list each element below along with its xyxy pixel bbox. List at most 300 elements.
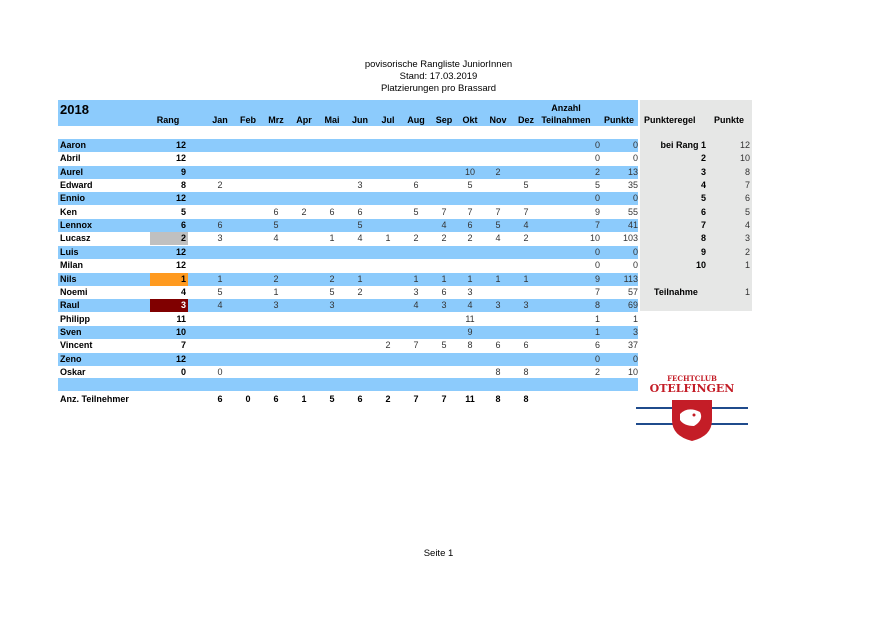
month-cell: 3 bbox=[523, 300, 529, 311]
month-cell: 4 bbox=[217, 300, 223, 311]
rank-cell: 12 bbox=[175, 140, 186, 150]
month-cell bbox=[292, 353, 316, 366]
header-dez: Dez bbox=[517, 115, 534, 125]
teilnahmen-cell: 10 bbox=[589, 233, 600, 244]
punkte-cell: 55 bbox=[627, 206, 638, 217]
header-aug: Aug bbox=[407, 115, 425, 125]
month-cell bbox=[264, 192, 288, 205]
month-cell bbox=[514, 286, 538, 299]
month-cell bbox=[320, 166, 344, 179]
month-cell bbox=[348, 313, 372, 326]
player-name: Raul bbox=[60, 300, 80, 311]
month-cell bbox=[320, 139, 344, 152]
header-nov: Nov bbox=[489, 115, 507, 125]
month-cell bbox=[376, 273, 400, 286]
player-name: Ennio bbox=[60, 193, 85, 204]
rank-cell: 8 bbox=[180, 180, 186, 191]
month-cell: 5 bbox=[467, 180, 473, 191]
table-row bbox=[58, 166, 638, 179]
month-cell bbox=[292, 179, 316, 192]
punkte-cell: 10 bbox=[627, 366, 638, 377]
month-cell: 6 bbox=[523, 340, 529, 351]
rule-label: 10 bbox=[695, 260, 706, 271]
month-cell: 3 bbox=[495, 300, 501, 311]
month-cell bbox=[458, 259, 482, 272]
month-cell: 2 bbox=[385, 340, 391, 351]
month-cell bbox=[486, 139, 510, 152]
rule-points: 8 bbox=[744, 166, 750, 177]
month-cell bbox=[376, 326, 400, 339]
punkte-cell: 0 bbox=[632, 353, 638, 364]
header-jan: Jan bbox=[212, 115, 228, 125]
teilnahmen-cell: 9 bbox=[594, 206, 600, 217]
rule-label: 2 bbox=[700, 153, 706, 164]
month-cell bbox=[236, 246, 260, 259]
player-name: Abril bbox=[60, 153, 81, 164]
player-name: Philipp bbox=[60, 313, 90, 324]
month-cell bbox=[264, 366, 288, 379]
month-cell bbox=[292, 219, 316, 232]
month-cell bbox=[348, 246, 372, 259]
total-cell: 5 bbox=[329, 394, 335, 404]
punkte-cell: 57 bbox=[627, 286, 638, 297]
month-cell bbox=[292, 259, 316, 272]
player-name: Edward bbox=[60, 180, 93, 191]
month-cell bbox=[404, 326, 428, 339]
teilnahme-label: Teilnahme bbox=[654, 287, 698, 297]
rule-label: 4 bbox=[700, 180, 706, 191]
teilnahmen-cell: 6 bbox=[594, 340, 600, 351]
month-cell: 6 bbox=[273, 206, 279, 217]
month-cell: 6 bbox=[329, 206, 335, 217]
month-cell bbox=[208, 259, 232, 272]
punkte-cell: 0 bbox=[632, 260, 638, 271]
rank-cell: 2 bbox=[150, 232, 188, 245]
rule-label: 8 bbox=[700, 233, 706, 244]
month-cell bbox=[264, 179, 288, 192]
table-row bbox=[58, 246, 638, 259]
month-cell bbox=[432, 139, 456, 152]
month-cell: 7 bbox=[467, 206, 473, 217]
month-cell: 7 bbox=[441, 206, 447, 217]
month-cell bbox=[486, 286, 510, 299]
month-cell bbox=[404, 313, 428, 326]
month-cell bbox=[348, 299, 372, 312]
rule-points: 1 bbox=[744, 260, 750, 271]
month-cell bbox=[236, 219, 260, 232]
month-cell bbox=[264, 339, 288, 352]
month-cell bbox=[320, 326, 344, 339]
teilnahmen-cell: 8 bbox=[594, 300, 600, 311]
teilnahme-rule bbox=[640, 286, 752, 299]
rank-cell: 12 bbox=[175, 353, 186, 364]
month-cell bbox=[236, 299, 260, 312]
month-cell: 1 bbox=[273, 286, 279, 297]
teilnahmen-cell: 9 bbox=[594, 273, 600, 284]
month-cell: 4 bbox=[467, 300, 473, 311]
month-cell bbox=[264, 166, 288, 179]
month-cell bbox=[320, 152, 344, 165]
table-row bbox=[58, 273, 638, 286]
month-cell bbox=[348, 326, 372, 339]
table-row bbox=[58, 326, 638, 339]
punkte-cell: 37 bbox=[627, 340, 638, 351]
title-line-3: Platzierungen pro Brassard bbox=[380, 83, 497, 94]
month-cell bbox=[404, 166, 428, 179]
month-cell bbox=[376, 139, 400, 152]
month-cell bbox=[432, 366, 456, 379]
teilnahmen-cell: 5 bbox=[594, 180, 600, 191]
player-name: Oskar bbox=[60, 366, 86, 377]
player-name: Lucasz bbox=[60, 233, 91, 244]
month-cell: 1 bbox=[385, 233, 391, 244]
rank-cell: 7 bbox=[180, 340, 186, 351]
punkte-cell: 3 bbox=[632, 326, 638, 337]
total-cell: 6 bbox=[217, 394, 223, 404]
month-cell bbox=[208, 166, 232, 179]
total-cell: 6 bbox=[273, 394, 279, 404]
month-cell: 5 bbox=[441, 340, 447, 351]
rule-label: 3 bbox=[700, 166, 706, 177]
month-cell bbox=[348, 166, 372, 179]
header-apr: Apr bbox=[296, 115, 312, 125]
month-cell: 6 bbox=[217, 220, 223, 231]
month-cell: 2 bbox=[441, 233, 447, 244]
total-cell: 8 bbox=[495, 394, 501, 404]
teilnahmen-cell: 0 bbox=[594, 140, 600, 150]
month-cell bbox=[514, 353, 538, 366]
month-cell bbox=[404, 366, 428, 379]
month-cell bbox=[264, 246, 288, 259]
month-cell bbox=[292, 246, 316, 259]
month-cell bbox=[376, 206, 400, 219]
month-cell bbox=[292, 299, 316, 312]
total-cell: 7 bbox=[441, 394, 447, 404]
month-cell: 6 bbox=[357, 206, 363, 217]
totals-label: Anz. Teilnehmer bbox=[60, 394, 129, 404]
teilnahmen-cell: 1 bbox=[594, 326, 600, 337]
month-cell bbox=[348, 259, 372, 272]
player-name: Noemi bbox=[60, 286, 88, 297]
rule-row bbox=[640, 152, 752, 165]
punkte-cell: 69 bbox=[627, 300, 638, 311]
month-cell bbox=[348, 366, 372, 379]
month-cell bbox=[208, 339, 232, 352]
month-cell bbox=[320, 179, 344, 192]
table-row bbox=[58, 353, 638, 366]
rule-row bbox=[640, 259, 752, 272]
rule-row bbox=[640, 139, 752, 152]
month-cell: 5 bbox=[495, 220, 501, 231]
month-cell: 1 bbox=[495, 273, 501, 284]
month-cell bbox=[348, 152, 372, 165]
month-cell bbox=[404, 219, 428, 232]
table-row bbox=[58, 152, 638, 165]
month-cell bbox=[404, 192, 428, 205]
rule-label: 5 bbox=[700, 193, 706, 204]
month-cell: 8 bbox=[523, 366, 529, 377]
month-cell: 2 bbox=[495, 166, 501, 177]
month-cell bbox=[348, 339, 372, 352]
month-cell bbox=[292, 326, 316, 339]
month-cell bbox=[292, 232, 316, 245]
month-cell bbox=[376, 166, 400, 179]
month-cell: 4 bbox=[357, 233, 363, 244]
month-cell: 2 bbox=[329, 273, 335, 284]
month-cell bbox=[486, 326, 510, 339]
month-cell: 5 bbox=[523, 180, 529, 191]
teilnahmen-cell: 2 bbox=[594, 166, 600, 177]
teilnahme-points: 1 bbox=[744, 287, 750, 297]
month-cell bbox=[292, 366, 316, 379]
month-cell: 2 bbox=[467, 233, 473, 244]
month-cell: 10 bbox=[464, 166, 475, 177]
teilnahmen-cell: 0 bbox=[594, 193, 600, 204]
header-mai: Mai bbox=[324, 115, 340, 125]
month-cell: 1 bbox=[413, 273, 419, 284]
month-cell bbox=[208, 326, 232, 339]
table-row bbox=[58, 299, 638, 312]
rule-row bbox=[640, 166, 752, 179]
punkte-cell: 35 bbox=[627, 180, 638, 191]
month-cell bbox=[432, 313, 456, 326]
rank-cell: 12 bbox=[175, 246, 186, 257]
month-cell: 0 bbox=[217, 366, 223, 377]
month-cell: 3 bbox=[441, 300, 447, 311]
title-line-1: povisorische Rangliste JuniorInnen bbox=[364, 59, 513, 70]
header-feb: Feb bbox=[239, 115, 256, 125]
month-cell bbox=[348, 192, 372, 205]
total-cell: 2 bbox=[385, 394, 391, 404]
month-cell: 1 bbox=[217, 273, 223, 284]
rule-label: 7 bbox=[700, 220, 706, 231]
month-cell bbox=[292, 339, 316, 352]
month-cell bbox=[432, 246, 456, 259]
month-cell: 4 bbox=[273, 233, 279, 244]
month-cell: 7 bbox=[495, 206, 501, 217]
rule-points: 10 bbox=[739, 153, 750, 164]
month-cell bbox=[236, 192, 260, 205]
month-cell: 2 bbox=[301, 206, 307, 217]
totals-row bbox=[58, 391, 638, 407]
rank-cell: 3 bbox=[150, 299, 188, 312]
header-anzahl: Anzahl bbox=[551, 103, 581, 113]
rule-label: 9 bbox=[700, 246, 706, 257]
rule-row bbox=[640, 179, 752, 192]
rule-points: 2 bbox=[744, 246, 750, 257]
month-cell bbox=[208, 152, 232, 165]
year-label: 2018 bbox=[60, 102, 89, 117]
rule-points: 5 bbox=[744, 206, 750, 217]
month-cell: 8 bbox=[467, 340, 473, 351]
month-cell bbox=[514, 192, 538, 205]
month-cell bbox=[486, 246, 510, 259]
month-cell bbox=[236, 206, 260, 219]
table-row bbox=[58, 286, 638, 299]
month-cell bbox=[376, 179, 400, 192]
month-cell bbox=[376, 299, 400, 312]
header-jul: Jul bbox=[381, 115, 395, 125]
rank-cell: 12 bbox=[175, 193, 186, 204]
punkte-cell: 0 bbox=[632, 193, 638, 204]
month-cell: 2 bbox=[217, 180, 223, 191]
teilnahmen-cell: 0 bbox=[594, 246, 600, 257]
total-cell: 1 bbox=[301, 394, 307, 404]
month-cell bbox=[404, 139, 428, 152]
month-cell: 9 bbox=[467, 326, 473, 337]
player-name: Aurel bbox=[60, 166, 84, 177]
table-row bbox=[58, 179, 638, 192]
punkte-cell: 0 bbox=[632, 153, 638, 164]
rule-row bbox=[640, 192, 752, 205]
rule-points: 12 bbox=[739, 140, 750, 150]
table-row bbox=[58, 259, 638, 272]
table-row bbox=[58, 313, 638, 326]
month-cell bbox=[264, 152, 288, 165]
teilnahmen-cell: 0 bbox=[594, 153, 600, 164]
total-cell: 6 bbox=[357, 394, 363, 404]
rank-cell: 12 bbox=[175, 153, 186, 164]
player-name: Zeno bbox=[60, 353, 82, 364]
month-cell bbox=[292, 286, 316, 299]
punkte-cell: 113 bbox=[623, 273, 638, 284]
punkteregel-header: Punkteregel bbox=[644, 115, 696, 125]
month-cell bbox=[486, 179, 510, 192]
month-cell bbox=[514, 313, 538, 326]
month-cell bbox=[458, 192, 482, 205]
month-cell bbox=[486, 152, 510, 165]
month-cell bbox=[348, 353, 372, 366]
month-cell bbox=[320, 246, 344, 259]
header-sep: Sep bbox=[435, 115, 453, 125]
month-cell bbox=[376, 152, 400, 165]
punkte-cell: 41 bbox=[627, 220, 638, 231]
month-cell bbox=[236, 179, 260, 192]
total-cell: 8 bbox=[523, 394, 529, 404]
month-cell bbox=[320, 219, 344, 232]
month-cell bbox=[376, 353, 400, 366]
month-cell: 6 bbox=[441, 286, 447, 297]
teilnahmen-cell: 2 bbox=[594, 366, 600, 377]
month-cell: 5 bbox=[329, 286, 335, 297]
month-cell: 4 bbox=[441, 220, 447, 231]
month-cell: 1 bbox=[357, 273, 363, 284]
month-cell: 5 bbox=[273, 220, 279, 231]
header-punkte: Punkte bbox=[603, 115, 634, 125]
month-cell bbox=[292, 192, 316, 205]
month-cell bbox=[432, 326, 456, 339]
month-cell bbox=[208, 246, 232, 259]
month-cell bbox=[514, 326, 538, 339]
month-cell: 5 bbox=[413, 206, 419, 217]
header-rang: Rang bbox=[156, 115, 180, 125]
month-cell bbox=[264, 259, 288, 272]
month-cell: 1 bbox=[441, 273, 447, 284]
table-row bbox=[58, 339, 638, 352]
header-mrz: Mrz bbox=[268, 115, 284, 125]
player-name: Lennox bbox=[60, 220, 93, 231]
month-cell bbox=[292, 166, 316, 179]
rule-label: bei Rang 1 bbox=[660, 140, 706, 150]
shield-icon bbox=[632, 394, 752, 442]
punkte-cell: 1 bbox=[632, 313, 638, 324]
month-cell: 2 bbox=[357, 286, 363, 297]
month-cell bbox=[404, 246, 428, 259]
rule-row bbox=[640, 206, 752, 219]
header-teilnahmen: Teilnahmen bbox=[541, 115, 591, 125]
month-cell bbox=[236, 273, 260, 286]
month-cell: 2 bbox=[413, 233, 419, 244]
month-cell: 3 bbox=[467, 286, 473, 297]
month-cell bbox=[376, 286, 400, 299]
month-cell bbox=[236, 139, 260, 152]
table-row bbox=[58, 232, 638, 245]
month-cell bbox=[236, 326, 260, 339]
month-cell bbox=[236, 152, 260, 165]
month-cell bbox=[264, 326, 288, 339]
rank-cell: 0 bbox=[180, 366, 186, 377]
rank-cell: 1 bbox=[150, 273, 188, 286]
month-cell bbox=[236, 353, 260, 366]
month-cell bbox=[208, 313, 232, 326]
month-cell bbox=[514, 139, 538, 152]
month-cell bbox=[208, 192, 232, 205]
month-cell bbox=[486, 259, 510, 272]
month-cell: 1 bbox=[467, 273, 473, 284]
month-cell bbox=[292, 152, 316, 165]
rule-points: 7 bbox=[744, 180, 750, 191]
teilnahmen-cell: 7 bbox=[594, 220, 600, 231]
month-cell: 1 bbox=[523, 273, 529, 284]
teilnahmen-cell: 0 bbox=[594, 353, 600, 364]
month-cell bbox=[404, 353, 428, 366]
month-cell: 3 bbox=[357, 180, 363, 191]
month-cell bbox=[404, 152, 428, 165]
month-cell bbox=[376, 219, 400, 232]
player-name: Aaron bbox=[60, 140, 87, 150]
table-row bbox=[58, 192, 638, 205]
month-cell bbox=[458, 366, 482, 379]
rank-cell: 10 bbox=[175, 326, 186, 337]
month-cell: 7 bbox=[523, 206, 529, 217]
month-cell bbox=[264, 353, 288, 366]
teilnahmen-cell: 7 bbox=[594, 286, 600, 297]
month-cell: 1 bbox=[329, 233, 335, 244]
month-cell bbox=[432, 353, 456, 366]
month-cell: 3 bbox=[413, 286, 419, 297]
rank-cell: 6 bbox=[180, 220, 186, 231]
month-cell bbox=[514, 246, 538, 259]
player-name: Luis bbox=[60, 246, 79, 257]
month-cell bbox=[376, 246, 400, 259]
month-cell bbox=[236, 339, 260, 352]
month-cell bbox=[432, 179, 456, 192]
total-cell: 11 bbox=[465, 394, 475, 404]
month-cell bbox=[432, 259, 456, 272]
rule-points: 6 bbox=[744, 193, 750, 204]
month-cell: 11 bbox=[465, 313, 475, 324]
table-row bbox=[58, 219, 638, 232]
month-cell: 4 bbox=[413, 300, 419, 311]
month-cell bbox=[458, 152, 482, 165]
month-cell: 6 bbox=[413, 180, 419, 191]
total-cell: 7 bbox=[413, 394, 419, 404]
month-cell bbox=[292, 273, 316, 286]
punkte-cell: 103 bbox=[622, 233, 638, 244]
logo-text-1: FECHTCLUB bbox=[667, 374, 717, 383]
month-cell bbox=[320, 259, 344, 272]
month-cell bbox=[432, 166, 456, 179]
